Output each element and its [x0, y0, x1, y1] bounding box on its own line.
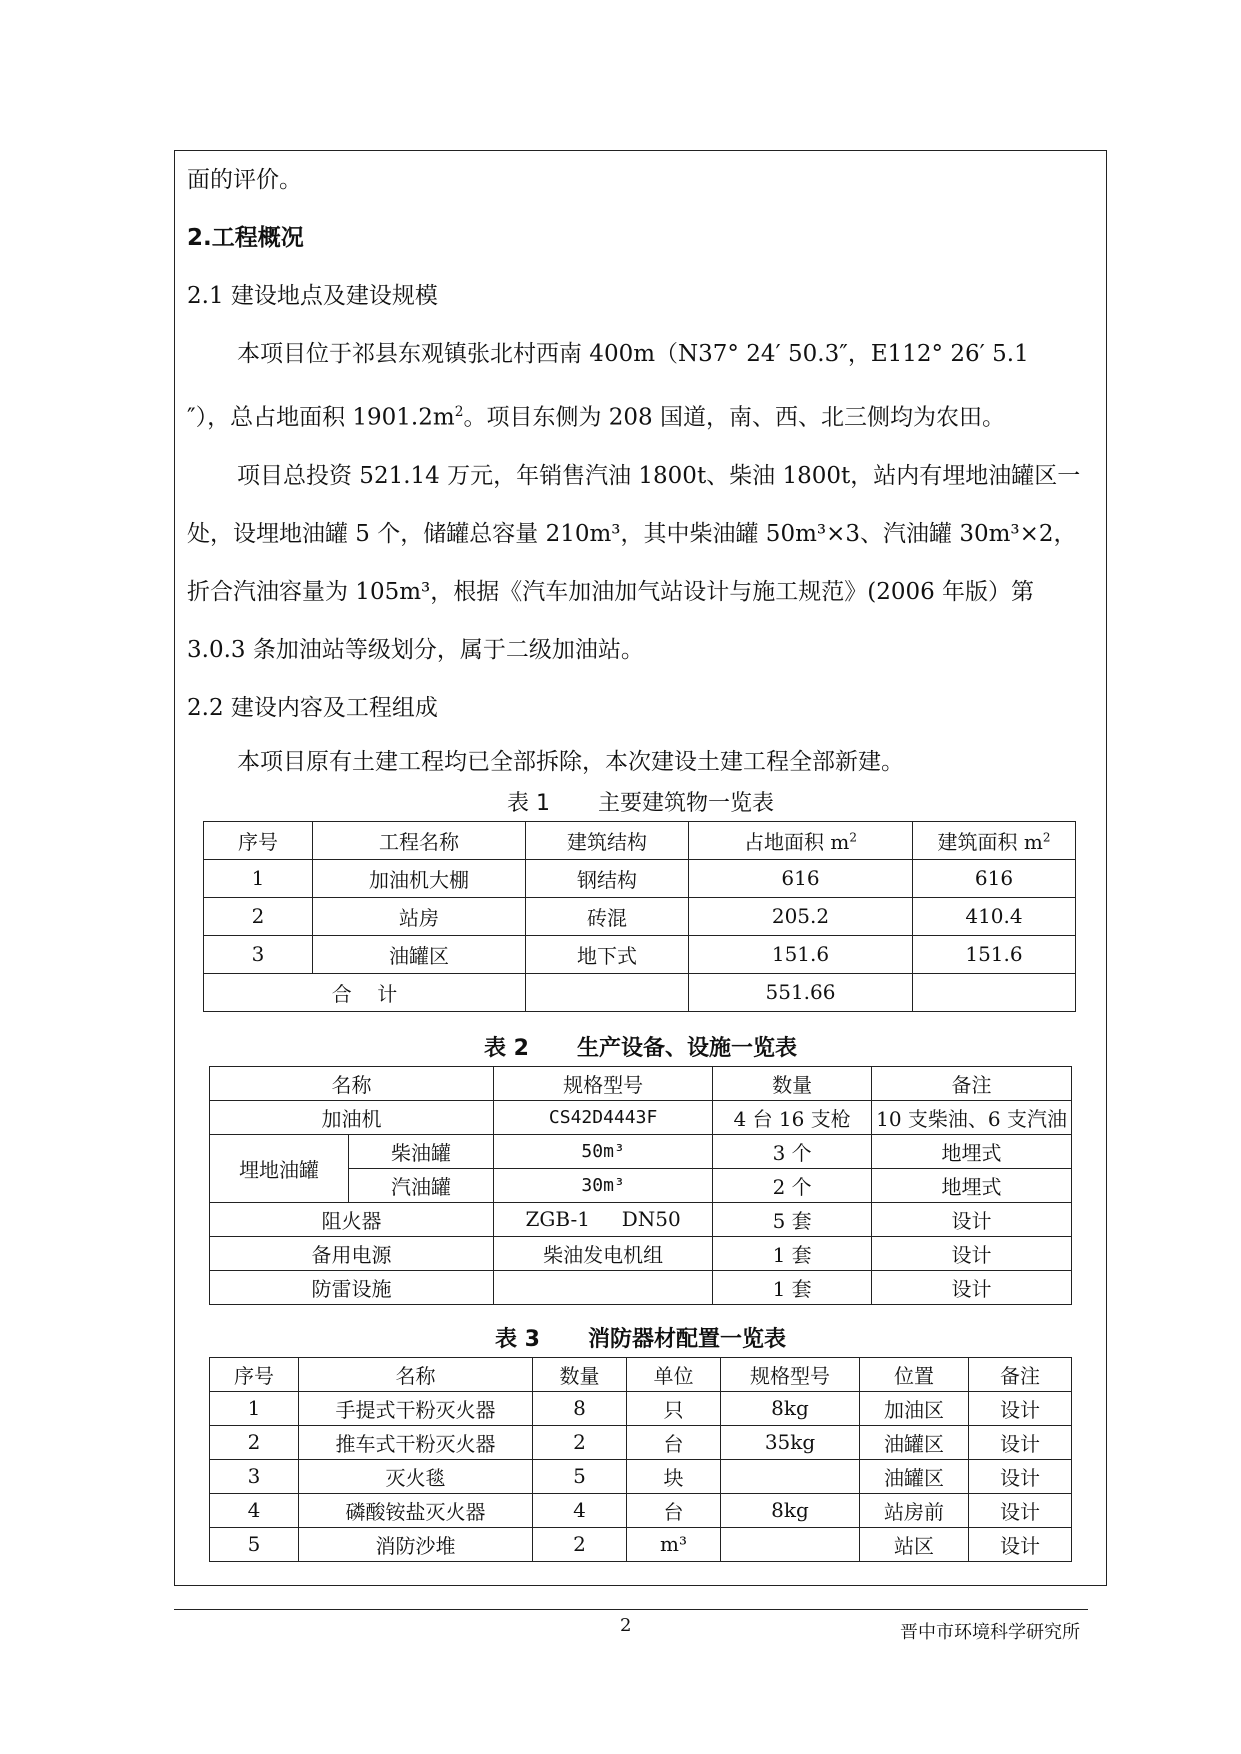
table-number: 表 2	[484, 1035, 529, 1061]
header-cell: 数量	[713, 1066, 872, 1100]
equipment-table	[209, 1066, 1072, 1305]
header-text: 占地面积 m	[744, 829, 850, 854]
header-cell: 建筑结构	[526, 821, 689, 859]
table-row	[210, 1391, 1072, 1425]
section-title: 2.工程概况	[187, 225, 304, 251]
table-header-row	[204, 821, 1076, 859]
cell: 备用电源	[210, 1236, 494, 1270]
text-run: 。项目东侧为 208 国道，南、西、北三侧均为农田。	[463, 404, 1006, 431]
cell: 5	[533, 1459, 627, 1493]
table-number: 表 3	[495, 1326, 540, 1352]
cell: 设计	[969, 1527, 1072, 1561]
cell: 台	[627, 1493, 721, 1527]
header-text: 建筑面积 m	[937, 829, 1043, 854]
table-row	[210, 1100, 1072, 1134]
cell: 设计	[969, 1493, 1072, 1527]
table1-caption	[187, 787, 1094, 821]
cell: 4	[533, 1493, 627, 1527]
cell: ZGB-1 DN50	[494, 1202, 713, 1236]
cell: 油罐区	[313, 935, 526, 973]
table-row	[210, 1134, 1072, 1168]
cell: 10 支柴油、6 支汽油	[872, 1100, 1072, 1134]
cell: 30m³	[494, 1168, 713, 1202]
cell: 2	[210, 1425, 299, 1459]
cell: 151.6	[913, 935, 1076, 973]
cell: 油罐区	[860, 1459, 969, 1493]
cell: 8	[533, 1391, 627, 1425]
table3-caption	[187, 1323, 1094, 1357]
cell: 设计	[872, 1270, 1072, 1304]
header-cell	[913, 821, 1076, 859]
table-row	[210, 1425, 1072, 1459]
header-cell: 工程名称	[313, 821, 526, 859]
cell: 站房	[313, 897, 526, 935]
header-cell: 数量	[533, 1357, 627, 1391]
cell	[721, 1527, 860, 1561]
paragraph-line: 本项目原有土建工程均已全部拆除，本次建设土建工程全部新建。	[237, 748, 904, 775]
table-row	[210, 1459, 1072, 1493]
table-row	[210, 1236, 1072, 1270]
footer-divider	[174, 1609, 1088, 1610]
cell: 加油机	[210, 1100, 494, 1134]
cell: 消防沙堆	[299, 1527, 533, 1561]
header-cell: 名称	[210, 1066, 494, 1100]
cell: 1	[204, 859, 313, 897]
table-row	[210, 1493, 1072, 1527]
subsection-title: 2.1 建设地点及建设规模	[187, 283, 438, 309]
cell: 地埋式	[872, 1134, 1072, 1168]
cell: 防雷设施	[210, 1270, 494, 1304]
table-row	[204, 859, 1076, 897]
table-row	[210, 1202, 1072, 1236]
cell: 加油区	[860, 1391, 969, 1425]
table-row	[204, 897, 1076, 935]
table-header-row	[210, 1357, 1072, 1391]
cell: 2	[533, 1527, 627, 1561]
header-cell: 序号	[204, 821, 313, 859]
cell: 台	[627, 1425, 721, 1459]
header-cell: 规格型号	[494, 1066, 713, 1100]
table-title: 消防器材配置一览表	[587, 1326, 786, 1352]
cell: 设计	[969, 1425, 1072, 1459]
cell: 2	[204, 897, 313, 935]
cell: 站区	[860, 1527, 969, 1561]
cell: m³	[627, 1527, 721, 1561]
cell: 1	[210, 1391, 299, 1425]
cell: 3 个	[713, 1134, 872, 1168]
table-total-row	[204, 973, 1076, 1011]
cell: 只	[627, 1391, 721, 1425]
cell: 柴油罐	[349, 1134, 494, 1168]
paragraph-line	[187, 383, 1094, 447]
cell: 阻火器	[210, 1202, 494, 1236]
cell: 4 台 16 支枪	[713, 1100, 872, 1134]
total-value: 551.66	[689, 973, 913, 1011]
cell: 磷酸铵盐灭火器	[299, 1493, 533, 1527]
header-cell: 名称	[299, 1357, 533, 1391]
header-cell: 备注	[872, 1066, 1072, 1100]
header-cell: 位置	[860, 1357, 969, 1391]
cell: 410.4	[913, 897, 1076, 935]
cell: 站房前	[860, 1493, 969, 1527]
superscript: 2	[454, 404, 464, 420]
cell: 616	[913, 859, 1076, 897]
cell	[526, 973, 689, 1011]
table-row	[210, 1527, 1072, 1561]
header-cell: 备注	[969, 1357, 1072, 1391]
content-frame	[174, 150, 1107, 1586]
cell: 设计	[872, 1236, 1072, 1270]
cell: CS42D4443F	[494, 1100, 713, 1134]
superscript: 2	[1042, 830, 1051, 844]
cell: 8kg	[721, 1493, 860, 1527]
cell: 205.2	[689, 897, 913, 935]
cell: 柴油发电机组	[494, 1236, 713, 1270]
cell: 4	[210, 1493, 299, 1527]
header-cell: 序号	[210, 1357, 299, 1391]
cell: 2 个	[713, 1168, 872, 1202]
cell: 油罐区	[860, 1425, 969, 1459]
text-run: ″），总占地面积 1901.2m	[187, 404, 455, 431]
total-label: 合 计	[204, 973, 526, 1011]
paragraph-line: 折合汽油容量为 105m³，根据《汽车加油加气站设计与施工规范》(2006 年版）第	[187, 578, 1035, 605]
paragraph-line: 本项目位于祁县东观镇张北村西南 400m（N37° 24′ 50.3″，E112° 26′ 5.1	[237, 341, 1029, 367]
fire-equipment-table	[209, 1357, 1072, 1562]
paragraph-line: 处，设埋地油罐 5 个，储罐总容量 210m³，其中柴油罐 50m³×3、汽油罐 30m³×2，	[187, 520, 1077, 547]
cell: 50m³	[494, 1134, 713, 1168]
cell: 5 套	[713, 1202, 872, 1236]
cell: 汽油罐	[349, 1168, 494, 1202]
document-body	[187, 151, 1094, 1562]
header-cell	[689, 821, 913, 859]
cell: 钢结构	[526, 859, 689, 897]
cell: 8kg	[721, 1391, 860, 1425]
buildings-table	[203, 821, 1076, 1012]
subsection-title: 2.2 建设内容及工程组成	[187, 694, 438, 721]
continued-line: 面的评价。	[187, 167, 302, 193]
cell: 设计	[969, 1459, 1072, 1493]
table-number: 表 1	[506, 790, 550, 816]
cell: 块	[627, 1459, 721, 1493]
footer-institute: 晋中市环境科学研究所	[900, 1622, 1080, 1643]
cell	[494, 1270, 713, 1304]
cell: 616	[689, 859, 913, 897]
cell: 推车式干粉灭火器	[299, 1425, 533, 1459]
table-row	[204, 935, 1076, 973]
table-row	[210, 1270, 1072, 1304]
cell: 地下式	[526, 935, 689, 973]
cell: 35kg	[721, 1425, 860, 1459]
cell	[913, 973, 1076, 1011]
cell: 手提式干粉灭火器	[299, 1391, 533, 1425]
cell: 设计	[872, 1202, 1072, 1236]
header-cell: 单位	[627, 1357, 721, 1391]
cell	[721, 1459, 860, 1493]
cell: 灭火毯	[299, 1459, 533, 1493]
table-header-row	[210, 1066, 1072, 1100]
cell: 1 套	[713, 1236, 872, 1270]
page-number: 2	[620, 1615, 632, 1636]
paragraph-line: 项目总投资 521.14 万元，年销售汽油 1800t、柴油 1800t，站内有埋地油罐区一	[237, 462, 1081, 489]
paragraph-line: 3.0.3 条加油站等级划分，属于二级加油站。	[187, 636, 644, 663]
superscript: 2	[849, 830, 857, 844]
table2-caption	[187, 1032, 1094, 1066]
cell: 2	[533, 1425, 627, 1459]
group-label-cell: 埋地油罐	[210, 1134, 349, 1202]
header-cell: 规格型号	[721, 1357, 860, 1391]
cell: 3	[210, 1459, 299, 1493]
cell: 5	[210, 1527, 299, 1561]
cell: 151.6	[689, 935, 913, 973]
cell: 砖混	[526, 897, 689, 935]
cell: 设计	[969, 1391, 1072, 1425]
cell: 地埋式	[872, 1168, 1072, 1202]
table-title: 生产设备、设施一览表	[576, 1035, 797, 1061]
cell: 加油机大棚	[313, 859, 526, 897]
table-title: 主要建筑物一览表	[597, 790, 774, 816]
cell: 1 套	[713, 1270, 872, 1304]
cell: 3	[204, 935, 313, 973]
